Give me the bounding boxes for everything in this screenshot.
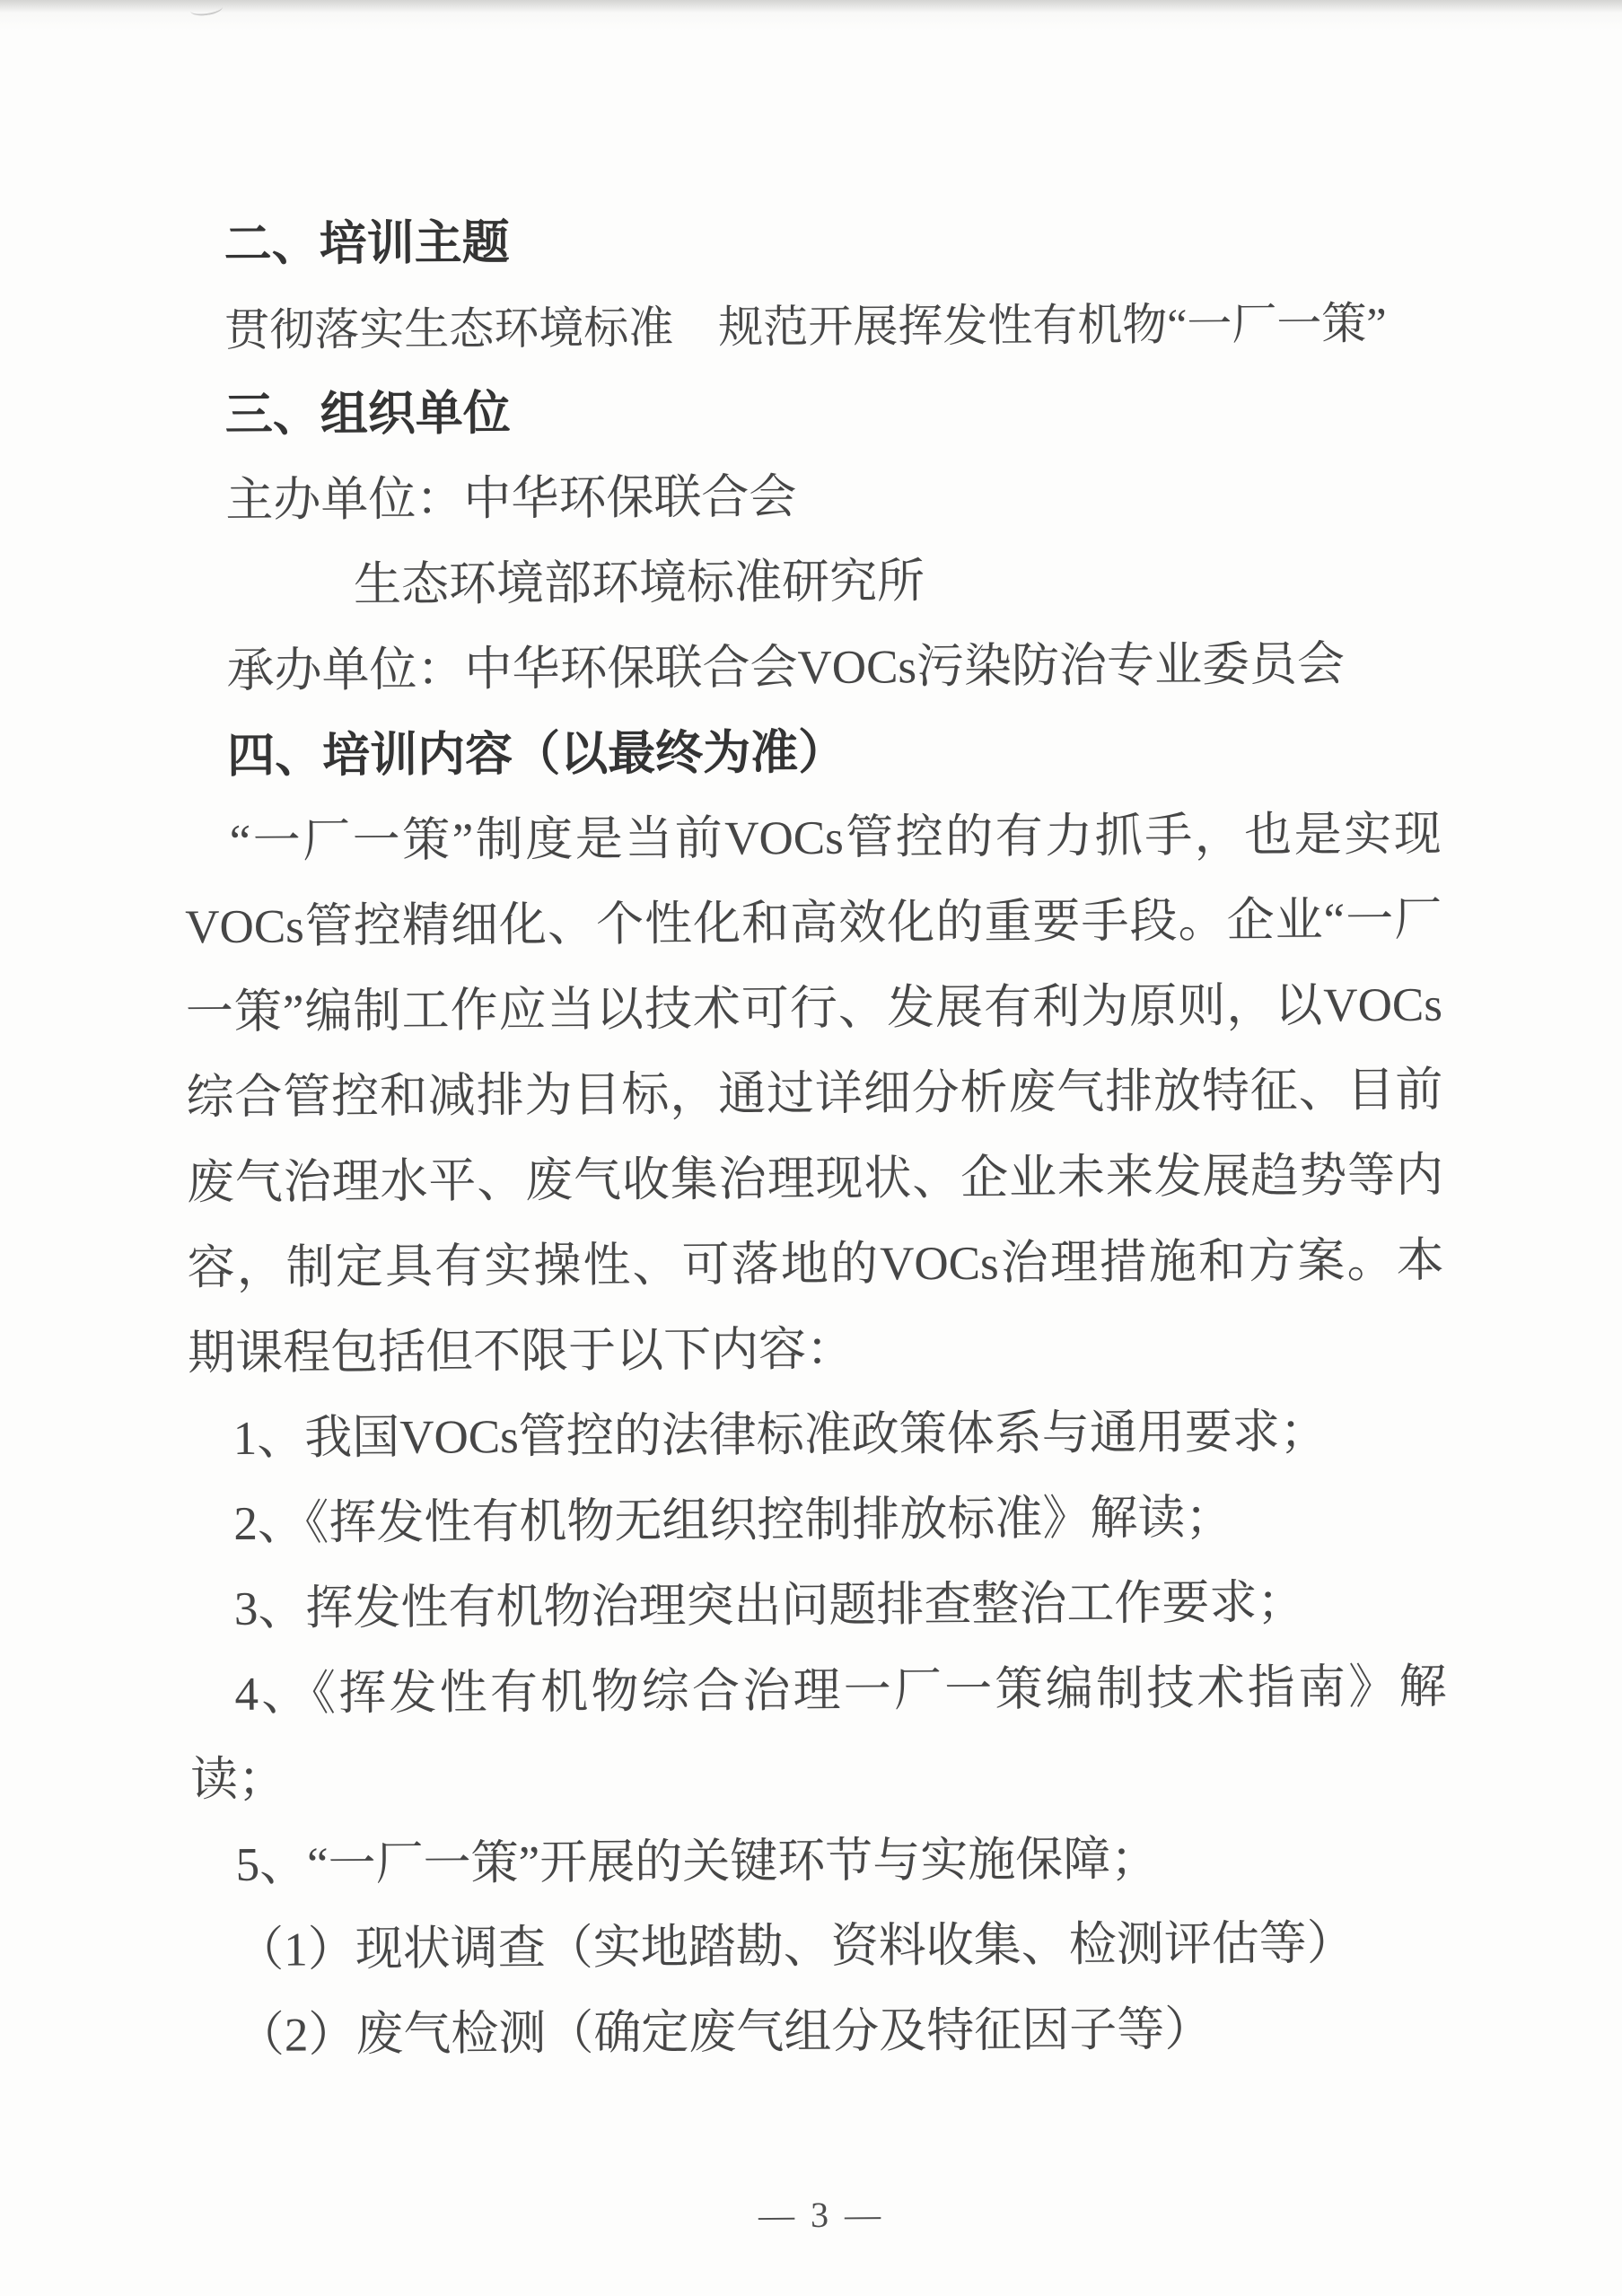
content-item-4: 4、《挥发性有机物综合治理一厂一策编制技术指南》解读； <box>189 1661 1447 1807</box>
training-content-intro: “一厂一策”制度是当前VOCs管控的有力抓手，也是实现VOCs管控精细化、个性化和高效化的重要手段。企业“一厂一策”编制工作应当以技术可行、发展有利为原则，以VOCs综合管控和减排为目标，通过详细分析废气排放特征、目前废气治理水平、废气收集治理现状、企业未来发展趋势等内容，制定具有实操性、可落地的VOCs治理措施和方案。本期课程包括但不限于以下内容： <box>185 808 1444 1380</box>
section-2-heading: 二、培训主题 <box>224 217 510 271</box>
page-number: — 3 — <box>758 2194 885 2236</box>
training-theme-text: 贯彻落实生态环境标准 规范开展挥发性有机物“一厂一策” <box>224 298 1387 355</box>
content-subitem-1: （1）现状调查（实地踏勘、资料收集、检测评估等） <box>236 1917 1355 1976</box>
section-4-heading: 四、培训内容（以最终为准） <box>226 726 846 783</box>
host-organizer-line-2: 生态环境部环境标准研究所 <box>353 556 925 612</box>
host-organizer-line: 主办单位：中华环保联合会 <box>225 471 797 527</box>
content-item-5: 5、“一厂一策”开展的关键环节与实施保障； <box>235 1833 1159 1891</box>
content-subitem-2: （2）废气检测（确定废气组分及特征因子等） <box>236 2003 1213 2062</box>
page-content <box>180 0 1450 2261</box>
undertaker-line: 承办单位：中华环保联合会VOCs污染防治专业委员会 <box>226 638 1346 697</box>
content-item-1: 1、我国VOCs管控的法律标准政策体系与通用要求； <box>232 1406 1328 1465</box>
content-item-2: 2、《挥发性有机物无组织控制排放标准》解读； <box>233 1492 1233 1550</box>
content-item-3: 3、挥发性有机物治理突出问题排查整治工作要求； <box>233 1576 1305 1635</box>
section-3-heading: 三、组织单位 <box>224 388 511 442</box>
